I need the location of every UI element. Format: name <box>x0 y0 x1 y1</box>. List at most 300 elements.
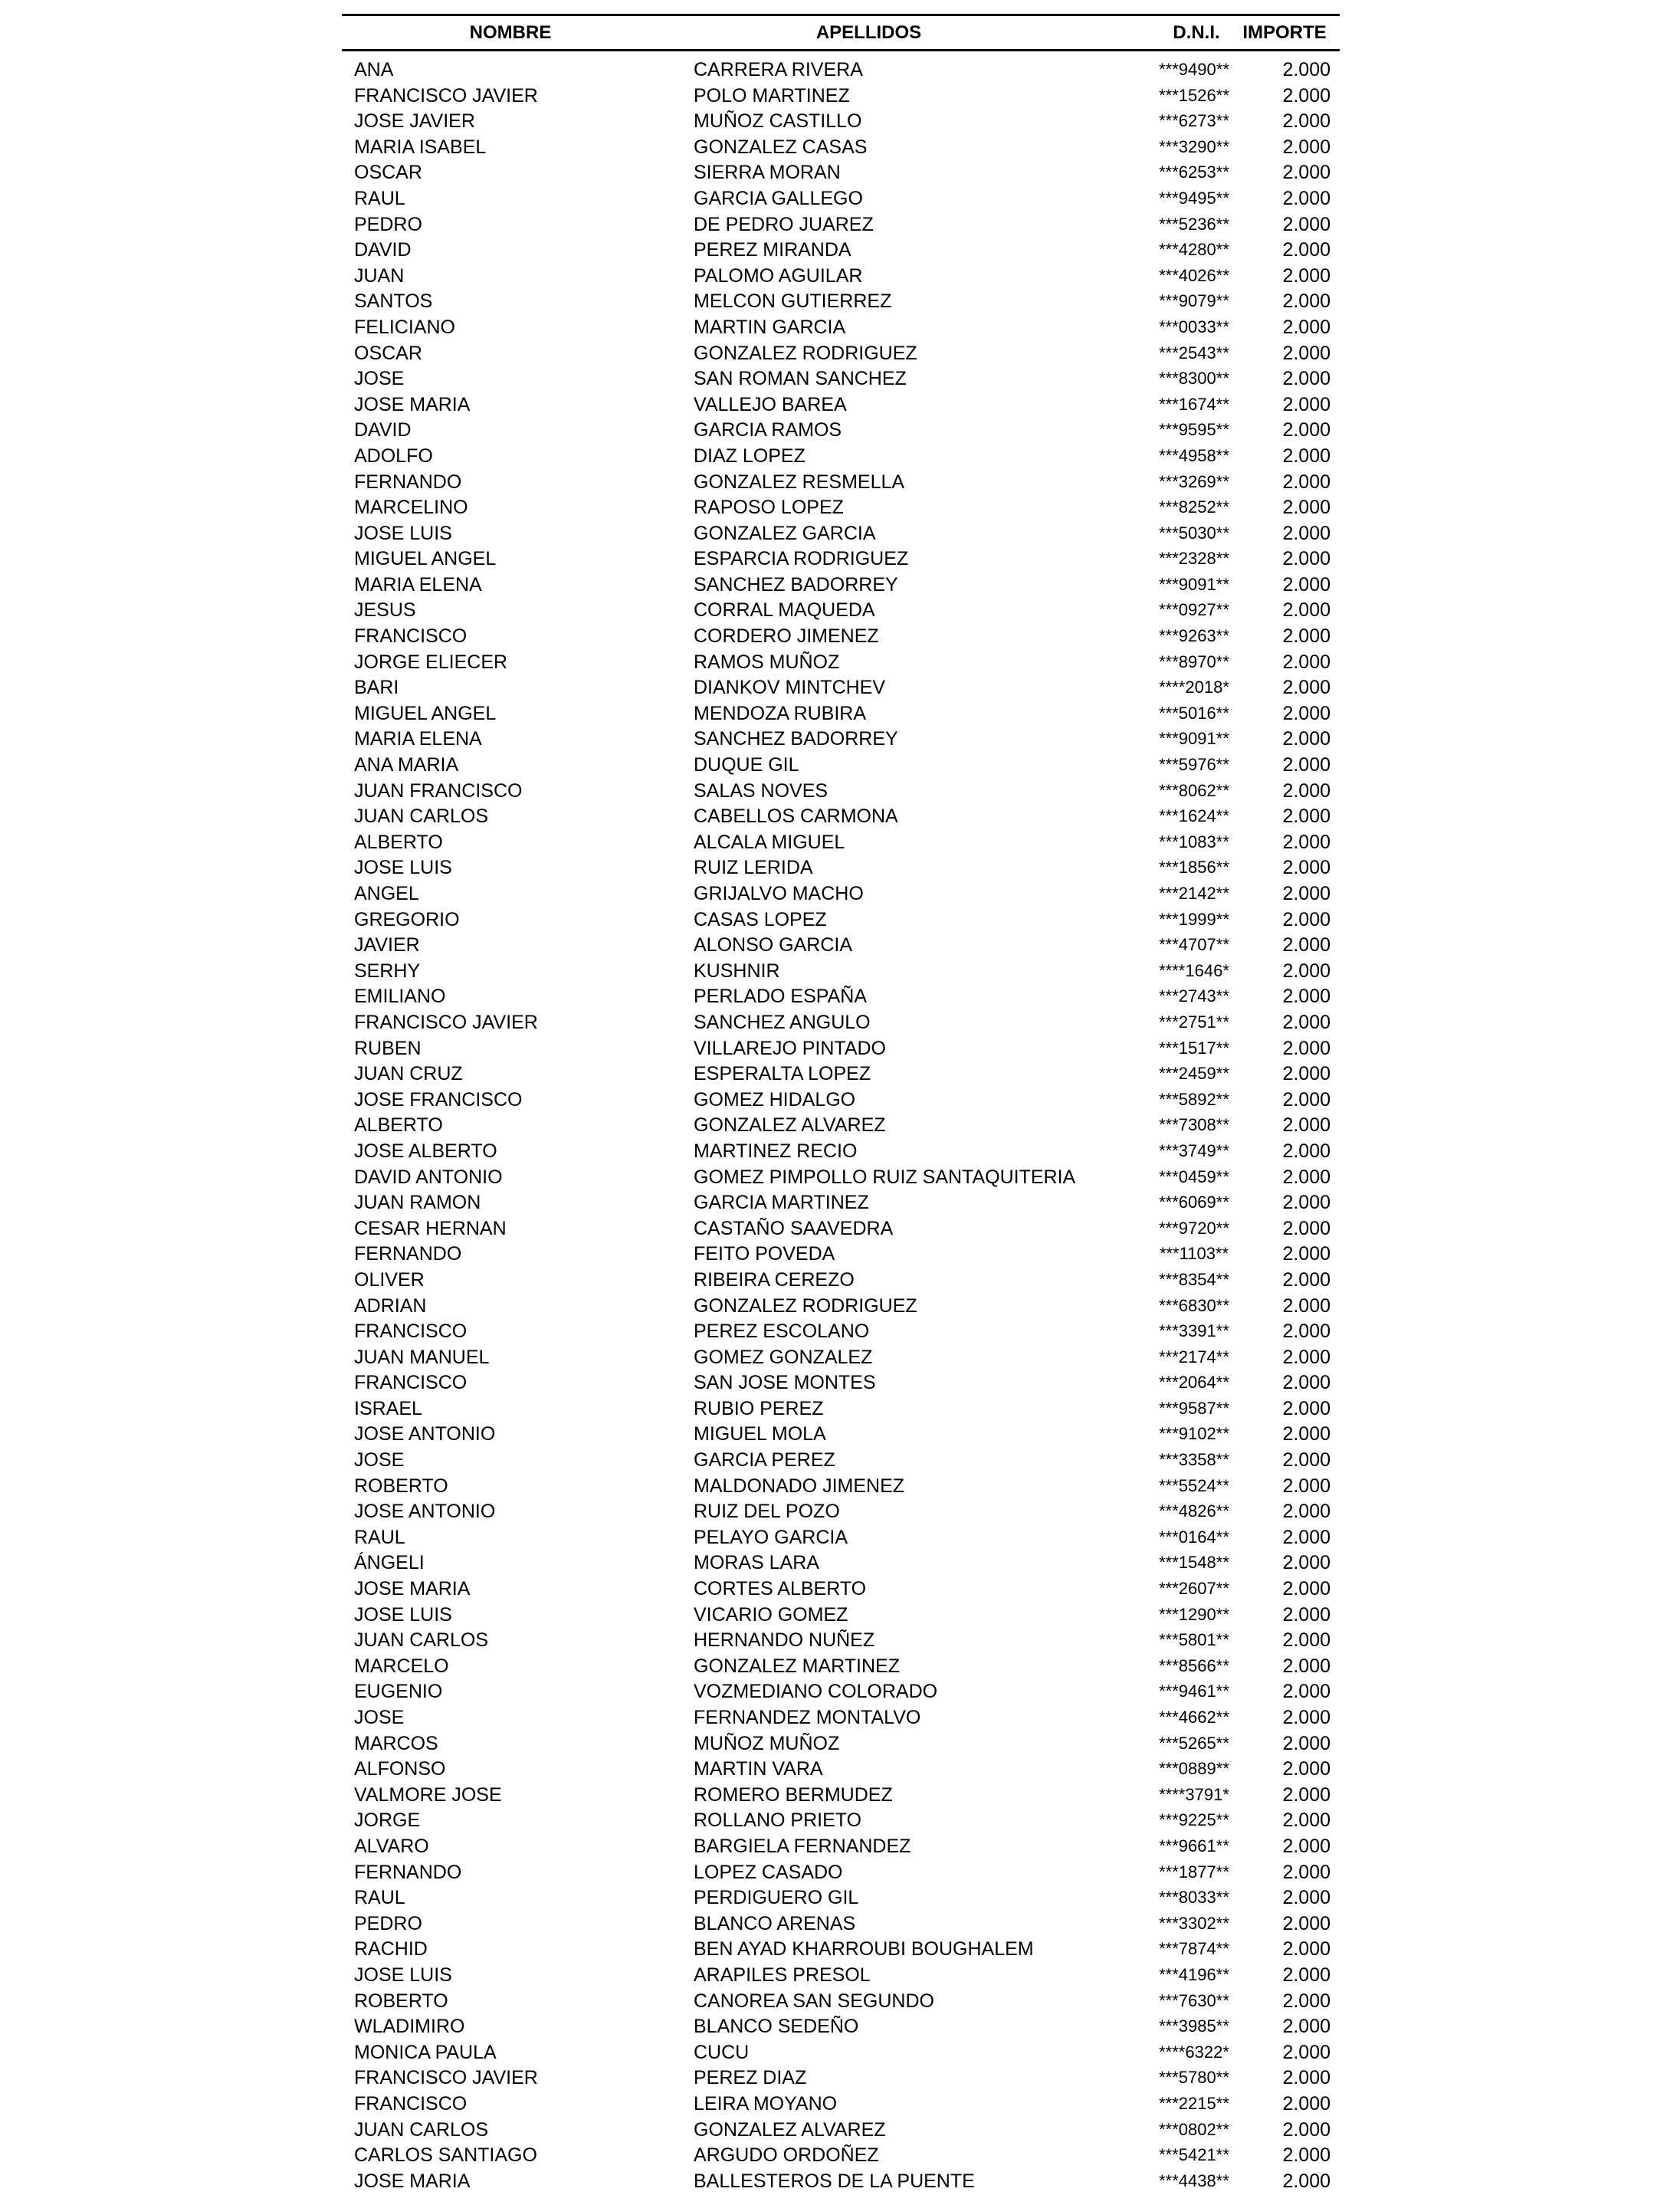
table-row <box>342 2142 1340 2168</box>
table-row <box>342 134 1340 160</box>
cell-importe: 2.000 <box>1282 573 1331 596</box>
cell-apellidos: BEN AYAD KHARROUBI BOUGHALEM <box>694 1938 1034 1960</box>
table-row <box>342 1009 1340 1035</box>
cell-dni: ****6322* <box>1159 2042 1229 2062</box>
cell-nombre: JUAN CARLOS <box>354 805 489 828</box>
table-row <box>342 1241 1340 1267</box>
cell-importe: 2.000 <box>1282 2144 1331 2167</box>
cell-apellidos: LOPEZ CASADO <box>694 1861 843 1883</box>
cell-importe: 2.000 <box>1282 728 1331 750</box>
cell-importe: 2.000 <box>1282 162 1331 184</box>
cell-nombre: FRANCISCO <box>354 625 468 648</box>
cell-dni: ***8252** <box>1159 497 1229 517</box>
table-row <box>342 237 1340 263</box>
cell-nombre: ALBERTO <box>354 831 443 853</box>
cell-importe: 2.000 <box>1282 754 1331 776</box>
table-body <box>342 57 1340 2193</box>
cell-apellidos: BLANCO SEDEÑO <box>694 2016 859 2038</box>
cell-apellidos: FERNANDEZ MONTALVO <box>694 1707 921 1728</box>
cell-apellidos: KUSHNIR <box>694 960 780 982</box>
cell-importe: 2.000 <box>1282 1707 1331 1728</box>
cell-importe: 2.000 <box>1282 702 1331 724</box>
cell-importe: 2.000 <box>1282 1783 1331 1806</box>
cell-dni: ***8566** <box>1159 1655 1229 1675</box>
cell-nombre: EUGENIO <box>354 1681 443 1703</box>
table-row <box>342 263 1340 289</box>
cell-nombre: ADRIAN <box>354 1294 427 1317</box>
cell-dni: ****1646* <box>1159 960 1229 980</box>
table-row <box>342 983 1340 1009</box>
cell-nombre: MONICA PAULA <box>354 2041 497 2063</box>
table-row <box>342 1911 1340 1937</box>
cell-importe: 2.000 <box>1282 960 1331 982</box>
table-row <box>342 1756 1340 1782</box>
table-row <box>342 1473 1340 1499</box>
cell-importe: 2.000 <box>1282 934 1331 956</box>
cell-apellidos: BLANCO ARENAS <box>694 1912 856 1934</box>
cell-nombre: OSCAR <box>354 162 422 184</box>
cell-importe: 2.000 <box>1282 1603 1331 1626</box>
cell-dni: ***1103** <box>1159 1244 1229 1264</box>
cell-importe: 2.000 <box>1282 393 1331 415</box>
cell-apellidos: SANCHEZ BADORREY <box>694 573 898 596</box>
cell-importe: 2.000 <box>1282 831 1331 853</box>
cell-apellidos: RAPOSO LOPEZ <box>694 497 844 519</box>
cell-apellidos: SAN ROMAN SANCHEZ <box>694 368 907 390</box>
cell-nombre: JOSE MARIA <box>354 393 471 415</box>
cell-importe: 2.000 <box>1282 986 1331 1008</box>
table-row <box>342 907 1340 933</box>
cell-dni: ***1999** <box>1159 909 1229 929</box>
cell-nombre: DAVID <box>354 419 412 441</box>
cell-nombre: GREGORIO <box>354 908 460 930</box>
cell-dni: ***3749** <box>1159 1140 1229 1160</box>
cell-dni: ***9102** <box>1159 1424 1229 1444</box>
cell-dni: ***8062** <box>1159 780 1229 800</box>
cell-apellidos: GRIJALVO MACHO <box>694 883 864 904</box>
cell-apellidos: ARGUDO ORDOÑEZ <box>694 2144 879 2167</box>
cell-nombre: PEDRO <box>354 213 422 235</box>
table-row <box>342 1164 1340 1190</box>
cell-nombre: FRANCISCO <box>354 1321 468 1343</box>
table-row <box>342 829 1340 855</box>
cell-importe: 2.000 <box>1282 1681 1331 1703</box>
cell-apellidos: VOZMEDIANO COLORADO <box>694 1681 938 1703</box>
cell-dni: ***5780** <box>1159 2068 1229 2088</box>
table-row <box>342 752 1340 778</box>
table-row <box>342 2168 1340 2194</box>
cell-nombre: JOSE ANTONIO <box>354 1423 496 1445</box>
cell-nombre: FRANCISCO <box>354 2092 468 2115</box>
cell-importe: 2.000 <box>1282 110 1331 133</box>
cell-importe: 2.000 <box>1282 1294 1331 1317</box>
cell-apellidos: MUÑOZ CASTILLO <box>694 110 862 133</box>
cell-apellidos: GONZALEZ CASAS <box>694 136 868 158</box>
cell-apellidos: MELCON GUTIERREZ <box>694 290 892 313</box>
cell-apellidos: GONZALEZ RODRIGUEZ <box>694 1294 917 1317</box>
cell-apellidos: MALDONADO JIMENEZ <box>694 1475 905 1497</box>
cell-dni: ***5524** <box>1159 1475 1229 1495</box>
cell-dni: ***1674** <box>1159 394 1229 414</box>
cell-importe: 2.000 <box>1282 1938 1331 1960</box>
table-row <box>342 185 1340 212</box>
cell-importe: 2.000 <box>1282 1166 1331 1188</box>
cell-nombre: JOSE FRANCISCO <box>354 1088 523 1111</box>
cell-nombre: SANTOS <box>354 290 433 313</box>
table-row <box>342 1731 1340 1757</box>
cell-dni: ***2543** <box>1159 343 1229 363</box>
cell-apellidos: GOMEZ GONZALEZ <box>694 1346 873 1368</box>
table-header <box>342 14 1340 51</box>
cell-apellidos: CASAS LOPEZ <box>694 908 827 930</box>
cell-nombre: JOSE <box>354 368 405 390</box>
cell-importe: 2.000 <box>1282 445 1331 467</box>
table-row <box>342 1396 1340 1422</box>
cell-apellidos: DIAZ LOPEZ <box>694 445 806 467</box>
cell-importe: 2.000 <box>1282 1346 1331 1368</box>
table-row <box>342 1962 1340 1988</box>
cell-importe: 2.000 <box>1282 84 1331 107</box>
cell-dni: ***8970** <box>1159 651 1229 671</box>
cell-nombre: ANGEL <box>354 883 419 904</box>
cell-nombre: FRANCISCO JAVIER <box>354 2067 538 2089</box>
table-row <box>342 623 1340 649</box>
cell-apellidos: DUQUE GIL <box>694 754 799 776</box>
table-row <box>342 1061 1340 1087</box>
cell-apellidos: RIBEIRA CEREZO <box>694 1268 855 1291</box>
cell-nombre: ADOLFO <box>354 445 433 467</box>
cell-apellidos: GONZALEZ GARCIA <box>694 522 876 544</box>
table-row <box>342 932 1340 958</box>
table-row <box>342 803 1340 829</box>
cell-apellidos: GARCIA PEREZ <box>694 1449 835 1472</box>
cell-apellidos: GOMEZ PIMPOLLO RUIZ SANTAQUITERIA <box>694 1166 1076 1188</box>
cell-nombre: FRANCISCO JAVIER <box>354 1011 538 1033</box>
cell-importe: 2.000 <box>1282 1912 1331 1934</box>
cell-dni: ***5976** <box>1159 755 1229 775</box>
cell-importe: 2.000 <box>1282 1552 1331 1574</box>
table-row <box>342 469 1340 495</box>
cell-apellidos: PEREZ ESCOLANO <box>694 1321 870 1343</box>
cell-importe: 2.000 <box>1282 548 1331 570</box>
table-row <box>342 1087 1340 1113</box>
cell-nombre: MARCELINO <box>354 497 468 519</box>
cell-dni: ***0889** <box>1159 1759 1229 1779</box>
table-row <box>342 1653 1340 1679</box>
cell-importe: 2.000 <box>1282 599 1331 622</box>
cell-importe: 2.000 <box>1282 1861 1331 1883</box>
cell-apellidos: BALLESTEROS DE LA PUENTE <box>694 2170 975 2192</box>
column-header-apellidos: APELLIDOS <box>815 22 922 43</box>
cell-dni: ***2174** <box>1159 1347 1229 1367</box>
cell-importe: 2.000 <box>1282 1372 1331 1394</box>
cell-nombre: ANA <box>354 59 394 80</box>
cell-nombre: MARIA ELENA <box>354 573 482 596</box>
cell-apellidos: GONZALEZ MARTINEZ <box>694 1655 901 1677</box>
cell-importe: 2.000 <box>1282 1423 1331 1445</box>
cell-nombre: OSCAR <box>354 342 422 364</box>
cell-dni: ***8354** <box>1159 1269 1229 1289</box>
cell-dni: ***9490** <box>1159 60 1229 79</box>
cell-dni: ***4662** <box>1159 1708 1229 1727</box>
cell-importe: 2.000 <box>1282 1063 1331 1085</box>
cell-nombre: WLADIMIRO <box>354 2016 465 2038</box>
cell-apellidos: PALOMO AGUILAR <box>694 264 863 287</box>
cell-nombre: RAUL <box>354 187 405 209</box>
table-row <box>342 1189 1340 1216</box>
cell-apellidos: ROMERO BERMUDEZ <box>694 1783 893 1806</box>
cell-apellidos: BARGIELA FERNANDEZ <box>694 1835 911 1857</box>
cell-nombre: MARIA ISABEL <box>354 136 487 158</box>
cell-dni: ***7308** <box>1159 1115 1229 1135</box>
cell-nombre: JOSE LUIS <box>354 1964 452 1986</box>
cell-importe: 2.000 <box>1282 779 1331 802</box>
cell-dni: ***0802** <box>1159 2119 1229 2139</box>
cell-dni: ***4196** <box>1159 1964 1229 1984</box>
table-row <box>342 1859 1340 1885</box>
table-row <box>342 1550 1340 1576</box>
cell-nombre: MIGUEL ANGEL <box>354 548 497 570</box>
cell-dni: ***3358** <box>1159 1450 1229 1470</box>
cell-apellidos: SALAS NOVES <box>694 779 829 802</box>
table-row <box>342 958 1340 984</box>
cell-nombre: DAVID ANTONIO <box>354 1166 503 1188</box>
cell-apellidos: CUCU <box>694 2041 750 2063</box>
cell-apellidos: POLO MARTINEZ <box>694 84 850 107</box>
cell-nombre: RAUL <box>354 1526 405 1548</box>
cell-importe: 2.000 <box>1282 2170 1331 2192</box>
cell-importe: 2.000 <box>1282 1629 1331 1652</box>
cell-dni: ***0033** <box>1159 317 1229 336</box>
cell-dni: ***4026** <box>1159 265 1229 285</box>
cell-importe: 2.000 <box>1282 1732 1331 1754</box>
cell-importe: 2.000 <box>1282 136 1331 158</box>
cell-dni: ***3269** <box>1159 471 1229 491</box>
cell-dni: ***4438** <box>1159 2170 1229 2190</box>
cell-apellidos: MENDOZA RUBIRA <box>694 702 867 724</box>
cell-importe: 2.000 <box>1282 1809 1331 1832</box>
cell-importe: 2.000 <box>1282 1526 1331 1548</box>
cell-dni: ***1083** <box>1159 832 1229 851</box>
cell-dni: ***4280** <box>1159 240 1229 260</box>
cell-apellidos: GARCIA MARTINEZ <box>694 1192 869 1214</box>
cell-nombre: RAUL <box>354 1887 405 1909</box>
cell-nombre: JUAN MANUEL <box>354 1346 490 1368</box>
cell-importe: 2.000 <box>1282 316 1331 338</box>
cell-importe: 2.000 <box>1282 213 1331 235</box>
table-row <box>342 1112 1340 1138</box>
cell-dni: ****3791* <box>1159 1784 1229 1804</box>
table-row <box>342 1807 1340 1833</box>
cell-apellidos: PEREZ MIRANDA <box>694 239 851 261</box>
cell-dni: ***2751** <box>1159 1012 1229 1032</box>
cell-dni: ***9091** <box>1159 729 1229 749</box>
cell-apellidos: PEREZ DIAZ <box>694 2067 807 2089</box>
table-row <box>342 2091 1340 2117</box>
table-row <box>342 1035 1340 1061</box>
table-row <box>342 2013 1340 2039</box>
column-header-nombre: NOMBRE <box>469 22 552 43</box>
cell-nombre: JOSE <box>354 1707 405 1728</box>
table-row <box>342 57 1340 83</box>
cell-nombre: RUBEN <box>354 1037 422 1059</box>
cell-apellidos: ESPARCIA RODRIGUEZ <box>694 548 909 570</box>
table-row <box>342 1704 1340 1731</box>
cell-nombre: JESUS <box>354 599 416 622</box>
cell-importe: 2.000 <box>1282 239 1331 261</box>
cell-dni: ***9587** <box>1159 1398 1229 1418</box>
table-row <box>342 1782 1340 1808</box>
table-row <box>342 1988 1340 2014</box>
cell-nombre: JOSE LUIS <box>354 857 452 879</box>
cell-nombre: JUAN RAMON <box>354 1192 481 1214</box>
cell-dni: ***1548** <box>1159 1553 1229 1573</box>
cell-apellidos: ALONSO GARCIA <box>694 934 852 956</box>
cell-nombre: JUAN CARLOS <box>354 1629 489 1652</box>
cell-apellidos: MIGUEL MOLA <box>694 1423 826 1445</box>
cell-nombre: JOSE LUIS <box>354 522 452 544</box>
cell-importe: 2.000 <box>1282 471 1331 493</box>
cell-importe: 2.000 <box>1282 651 1331 673</box>
cell-importe: 2.000 <box>1282 1192 1331 1214</box>
cell-dni: ***2328** <box>1159 549 1229 569</box>
cell-apellidos: ALCALA MIGUEL <box>694 831 845 853</box>
table-row <box>342 417 1340 443</box>
cell-dni: ***9661** <box>1159 1836 1229 1855</box>
cell-dni: ***5892** <box>1159 1089 1229 1109</box>
cell-dni: ***1877** <box>1159 1862 1229 1882</box>
cell-apellidos: RAMOS MUÑOZ <box>694 651 840 673</box>
cell-nombre: JAVIER <box>354 934 420 956</box>
cell-nombre: BARI <box>354 677 399 699</box>
cell-dni: ***2607** <box>1159 1579 1229 1599</box>
cell-importe: 2.000 <box>1282 1578 1331 1600</box>
cell-apellidos: MARTIN VARA <box>694 1758 823 1780</box>
table-row <box>342 108 1340 134</box>
cell-apellidos: GARCIA RAMOS <box>694 419 842 441</box>
cell-nombre: CESAR HERNAN <box>354 1217 507 1239</box>
cell-importe: 2.000 <box>1282 1475 1331 1497</box>
cell-importe: 2.000 <box>1282 1243 1331 1265</box>
cell-dni: ***2459** <box>1159 1064 1229 1084</box>
cell-dni: ***5801** <box>1159 1630 1229 1650</box>
table-row <box>342 1216 1340 1242</box>
cell-nombre: ISRAEL <box>354 1397 422 1419</box>
cell-nombre: SERHY <box>354 960 421 982</box>
cell-apellidos: PERDIGUERO GIL <box>694 1887 859 1909</box>
cell-nombre: JOSE JAVIER <box>354 110 475 133</box>
cell-apellidos: VALLEJO BAREA <box>694 393 847 415</box>
cell-dni: ***3302** <box>1159 1913 1229 1933</box>
table-row <box>342 288 1340 314</box>
cell-nombre: FRANCISCO <box>354 1372 468 1394</box>
cell-importe: 2.000 <box>1282 342 1331 364</box>
cell-nombre: JOSE ALBERTO <box>354 1140 497 1162</box>
cell-apellidos: MARTIN GARCIA <box>694 316 846 338</box>
cell-nombre: FELICIANO <box>354 316 455 338</box>
cell-importe: 2.000 <box>1282 1140 1331 1162</box>
cell-apellidos: VICARIO GOMEZ <box>694 1603 848 1626</box>
cell-nombre: MARCELO <box>354 1655 449 1677</box>
cell-importe: 2.000 <box>1282 290 1331 313</box>
table-row <box>342 1936 1340 1962</box>
table-row <box>342 1447 1340 1473</box>
cell-dni: ***9225** <box>1159 1810 1229 1830</box>
cell-importe: 2.000 <box>1282 1964 1331 1986</box>
cell-importe: 2.000 <box>1282 805 1331 828</box>
cell-dni: ***4707** <box>1159 935 1229 955</box>
cell-nombre: ANA MARIA <box>354 754 459 776</box>
cell-nombre: JOSE <box>354 1449 405 1472</box>
cell-importe: 2.000 <box>1282 1835 1331 1857</box>
cell-nombre: ALVARO <box>354 1835 429 1857</box>
cell-dni: ***6830** <box>1159 1295 1229 1315</box>
cell-importe: 2.000 <box>1282 522 1331 544</box>
table-row <box>342 494 1340 520</box>
cell-dni: ***9091** <box>1159 574 1229 594</box>
cell-dni: ***0927** <box>1159 600 1229 620</box>
cell-dni: ***1856** <box>1159 858 1229 878</box>
table-row <box>342 597 1340 623</box>
cell-dni: ****2018* <box>1159 678 1229 697</box>
cell-apellidos: RUBIO PEREZ <box>694 1397 824 1419</box>
cell-apellidos: CASTAÑO SAAVEDRA <box>694 1217 894 1239</box>
cell-apellidos: FEITO POVEDA <box>694 1243 835 1265</box>
cell-nombre: PEDRO <box>354 1912 422 1934</box>
table-row <box>342 392 1340 418</box>
cell-dni: ***1517** <box>1159 1038 1229 1058</box>
cell-importe: 2.000 <box>1282 883 1331 904</box>
cell-apellidos: RUIZ LERIDA <box>694 857 813 879</box>
cell-apellidos: GONZALEZ ALVAREZ <box>694 1114 886 1137</box>
cell-apellidos: SAN JOSE MONTES <box>694 1372 876 1394</box>
cell-importe: 2.000 <box>1282 1217 1331 1239</box>
cell-nombre: FRANCISCO JAVIER <box>354 84 538 107</box>
table-row <box>342 1344 1340 1370</box>
cell-apellidos: DE PEDRO JUAREZ <box>694 213 874 235</box>
cell-apellidos: GARCIA GALLEGO <box>694 187 863 209</box>
cell-dni: ***7874** <box>1159 1939 1229 1959</box>
cell-dni: ***9263** <box>1159 626 1229 646</box>
cell-importe: 2.000 <box>1282 1655 1331 1677</box>
cell-nombre: ALFONSO <box>354 1758 446 1780</box>
cell-nombre: ROBERTO <box>354 1990 448 2012</box>
table-row <box>342 1370 1340 1396</box>
cell-importe: 2.000 <box>1282 497 1331 519</box>
cell-apellidos: SANCHEZ ANGULO <box>694 1011 871 1033</box>
column-header-dni: D.N.I. <box>1173 22 1220 43</box>
cell-dni: ***3391** <box>1159 1321 1229 1341</box>
cell-nombre: FERNANDO <box>354 1243 462 1265</box>
cell-apellidos: GONZALEZ RESMELLA <box>694 471 905 493</box>
cell-apellidos: MUÑOZ MUÑOZ <box>694 1732 840 1754</box>
cell-dni: ***1624** <box>1159 806 1229 826</box>
cell-importe: 2.000 <box>1282 2016 1331 2038</box>
table-row <box>342 212 1340 238</box>
cell-apellidos: HERNANDO NUÑEZ <box>694 1629 875 1652</box>
cell-dni: ***9079** <box>1159 291 1229 311</box>
table-row <box>342 340 1340 366</box>
cell-apellidos: SANCHEZ BADORREY <box>694 728 898 750</box>
cell-nombre: ALBERTO <box>354 1114 443 1137</box>
cell-apellidos: CORDERO JIMENEZ <box>694 625 879 648</box>
cell-dni: ***2064** <box>1159 1373 1229 1393</box>
table-row <box>342 1421 1340 1447</box>
cell-dni: ***2743** <box>1159 986 1229 1006</box>
cell-nombre: ROBERTO <box>354 1475 448 1497</box>
cell-nombre: FERNANDO <box>354 1861 462 1883</box>
cell-apellidos: GONZALEZ RODRIGUEZ <box>694 342 917 364</box>
